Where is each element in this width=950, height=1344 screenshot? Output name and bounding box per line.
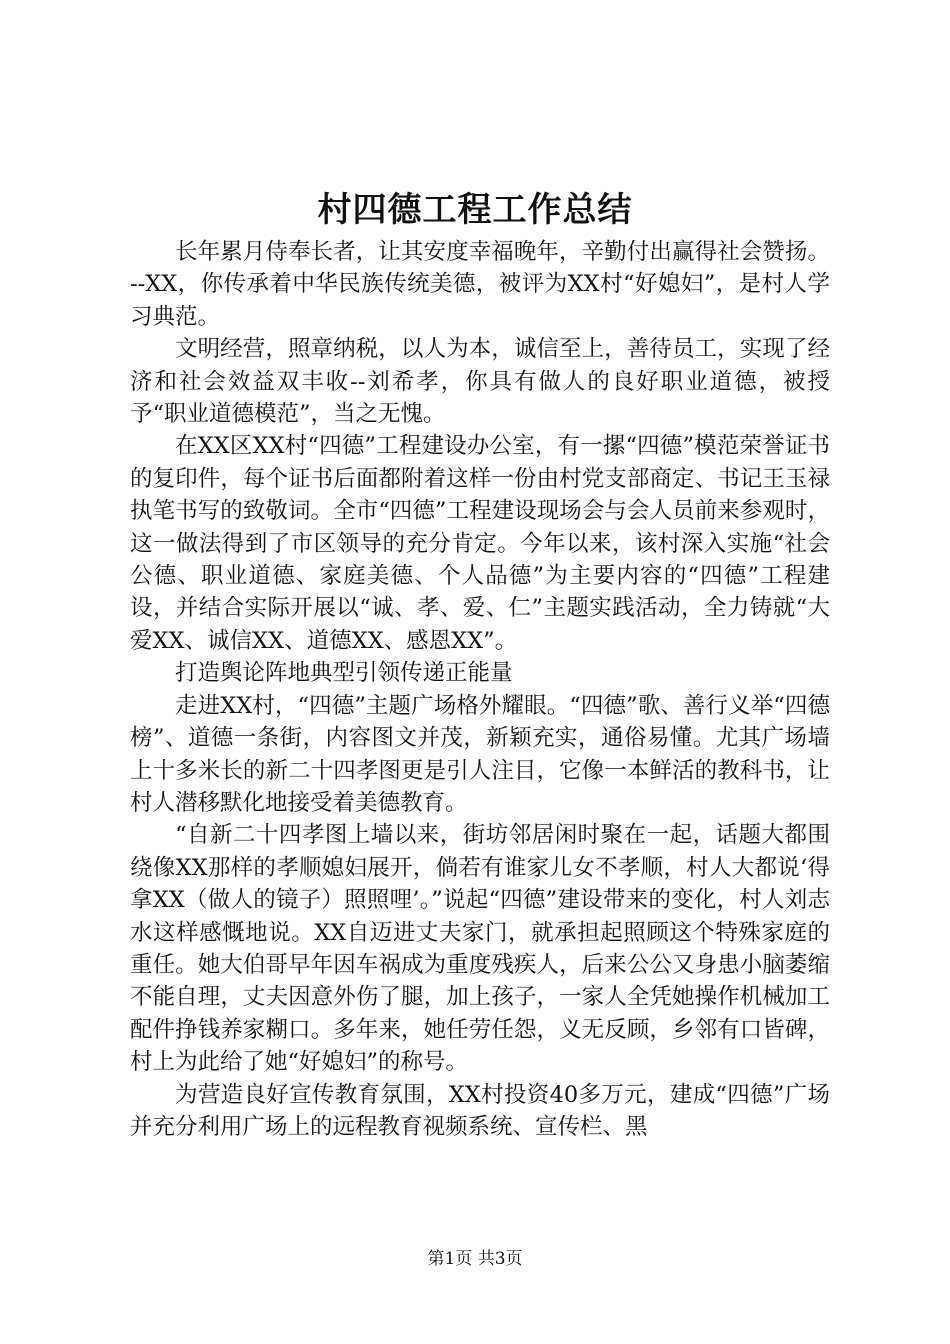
document-body [130, 236, 830, 1143]
paragraph: 走进XX村，“四德”主题广场格外耀眼。“四德”歌、善行义举“四德榜”、道德一条街，内容图文并茂，新颖充实，通俗易懂。尤其广场墙上十多米长的新二十四孝图更是引人注目，它像一本鲜活的教科书，让村人潜移默化地接受着美德教育。 [130, 692, 830, 816]
paragraph: 为营造良好宣传教育氛围，XX村投资40多万元，建成“四德”广场并充分利用广场上的远程教育视频系统、宣传栏、黑 [130, 1081, 830, 1140]
document-title: 村四德工程工作总结 [317, 190, 633, 230]
paragraph: 在XX区XX村“四德”工程建设办公室，有一摞“四德”模范荣誉证书的复印件，每个证书后面都附着这样一份由村党支部商定、书记王玉禄执笔书写的致敬词。全市“四德”工程建设现场会与会人员前来参观时，这一做法得到了市区领导的充分肯定。今年以来，该村深入实施“社会公德、职业道德、家庭美德、个人品德”为主要内容的“四德”工程建设，并结合实际开展以“诚、孝、爱、仁”主题实践活动，全力铸就“大爱XX、诚信XX、道德XX、感恩XX”。 [130, 433, 830, 654]
page-footer: 第1页 共3页 [427, 1249, 523, 1269]
paragraph: 文明经营，照章纳税，以人为本，诚信至上，善待员工，实现了经济和社会效益双丰收--刘希孝，你具有做人的良好职业道德，被授予“职业道德模范”，当之无愧。 [130, 336, 830, 428]
section-heading: 打造舆论阵地典型引领传递正能量 [175, 660, 513, 687]
paragraph: “自新二十四孝图上墙以来，街坊邻居闲时聚在一起，话题大都围绕像XX那样的孝顺媳妇展开，倘若有谁家儿女不孝顺，村人大都说‘得拿XX（做人的镜子）照照哩’。”说起“四德”建设带来的变化，村人刘志水这样感慨地说。XX自迈进丈夫家门，就承担起照顾这个特殊家庭的重任。她大伯哥早年因车祸成为重度残疾人，后来公公又身患小脑萎缩不能自理，丈夫因意外伤了腿，加上孩子，一家人全凭她操作机械加工配件挣钱养家糊口。多年来，她任劳任怨，义无反顾，乡邻有口皆碑，村上为此给了她“好媳妇”的称号。 [130, 822, 830, 1076]
paragraph: 长年累月侍奉长者，让其安度幸福晚年，辛勤付出赢得社会赞扬。--XX，你传承着中华民族传统美德，被评为XX村“好媳妇”，是村人学习典范。 [130, 239, 830, 330]
